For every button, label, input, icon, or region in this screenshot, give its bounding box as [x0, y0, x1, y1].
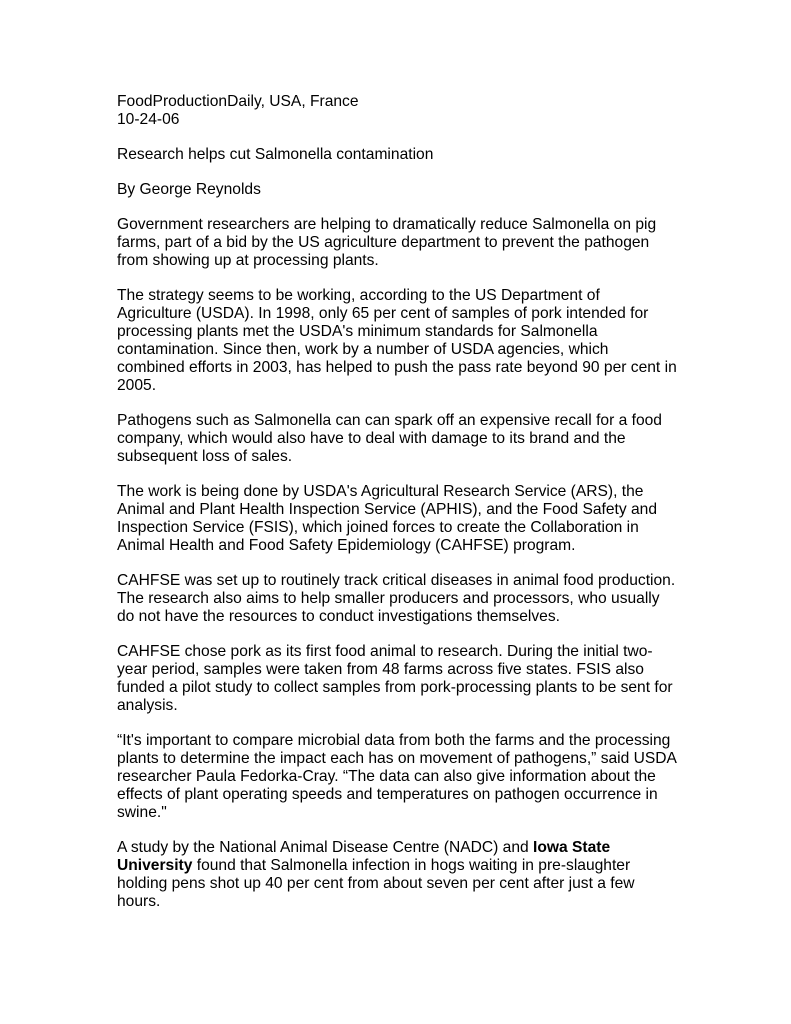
paragraph-line: The strategy seems to be working, according to the US Department of [117, 287, 600, 304]
paragraph-line: CAHFSE was set up to routinely track critical diseases in animal food production. [117, 572, 676, 589]
paragraph-line: company, which would also have to deal with damage to its brand and the [117, 430, 626, 447]
paragraph-line: swine." [117, 804, 167, 821]
paragraph-line: “It's important to compare microbial data from both the farms and the processing [117, 732, 671, 749]
paragraph-line: farms, part of a bid by the US agriculture department to prevent the pathogen [117, 234, 650, 251]
bold-text-run: Iowa State [533, 839, 611, 856]
paragraph-line: analysis. [117, 697, 178, 714]
paragraph-line: contamination. Since then, work by a number of USDA agencies, which [117, 341, 609, 358]
paragraph-line: funded a pilot study to collect samples from pork-processing plants to be sent for [117, 679, 673, 696]
paragraph-line: subsequent loss of sales. [117, 448, 293, 465]
paragraph-line: Pathogens such as Salmonella can can spark off an expensive recall for a food [117, 412, 662, 429]
paragraph-line: effects of plant operating speeds and temperatures on pathogen occurrence in [117, 786, 658, 803]
spacer [117, 199, 687, 216]
bold-text-run: University [117, 857, 193, 874]
paragraph-line: plants to determine the impact each has on movement of pathogens,” said USDA [117, 750, 677, 767]
date-line: 10-24-06 [117, 111, 180, 128]
paragraph-line: hours. [117, 893, 161, 910]
paragraph [117, 483, 687, 555]
paragraph-line: Animal and Plant Health Inspection Service (APHIS), and the Food Safety and [117, 501, 658, 518]
spacer [117, 822, 687, 839]
paragraph-line: 2005. [117, 377, 157, 394]
spacer [117, 626, 687, 643]
paragraph-line: The research also aims to help smaller producers and processors, who usually [117, 590, 660, 607]
paragraph-line: Animal Health and Food Safety Epidemiology (CAHFSE) program. [117, 537, 576, 554]
paragraph-line: year period, samples were taken from 48 farms across five states. FSIS also [117, 661, 644, 678]
paragraph-nadc-study [117, 839, 687, 911]
headline: Research helps cut Salmonella contamination [117, 146, 434, 163]
paragraph-line [117, 839, 687, 857]
paragraph-line: holding pens shot up 40 per cent from about seven per cent after just a few [117, 875, 635, 892]
spacer [117, 466, 687, 483]
paragraph-line: Government researchers are helping to dramatically reduce Salmonella on pig [117, 216, 657, 233]
paragraph-line: do not have the resources to conduct investigations themselves. [117, 608, 560, 625]
paragraph-line: processing plants met the USDA's minimum standards for Salmonella [117, 323, 598, 340]
paragraph [117, 643, 687, 715]
paragraph-line: researcher Paula Fedorka-Cray. “The data can also give information about the [117, 768, 656, 785]
paragraph-line [117, 857, 687, 875]
paragraph [117, 287, 687, 395]
article-body [117, 216, 687, 839]
text-run: found that Salmonella infection in hogs waiting in pre-slaughter [192, 857, 631, 874]
paragraph [117, 412, 687, 466]
spacer [117, 164, 687, 181]
paragraph-line: The work is being done by USDA's Agricultural Research Service (ARS), the [117, 483, 644, 500]
paragraph-line: Agriculture (USDA). In 1998, only 65 per cent of samples of pork intended for [117, 305, 649, 322]
source-line: FoodProductionDaily, USA, France [117, 93, 359, 110]
spacer [117, 395, 687, 412]
paragraph-line: from showing up at processing plants. [117, 252, 379, 269]
spacer [117, 555, 687, 572]
paragraph [117, 572, 687, 626]
paragraph [117, 216, 687, 270]
paragraph [117, 732, 687, 822]
spacer [117, 129, 687, 146]
paragraph-line: combined efforts in 2003, has helped to push the pass rate beyond 90 per cent in [117, 359, 677, 376]
byline: By George Reynolds [117, 181, 261, 198]
spacer [117, 715, 687, 732]
paragraph-line: CAHFSE chose pork as its first food animal to research. During the initial two- [117, 643, 653, 660]
spacer [117, 270, 687, 287]
paragraph-line: Inspection Service (FSIS), which joined forces to create the Collaboration in [117, 519, 639, 536]
document-page [117, 93, 687, 911]
text-run: A study by the National Animal Disease Centre (NADC) and [117, 839, 534, 856]
